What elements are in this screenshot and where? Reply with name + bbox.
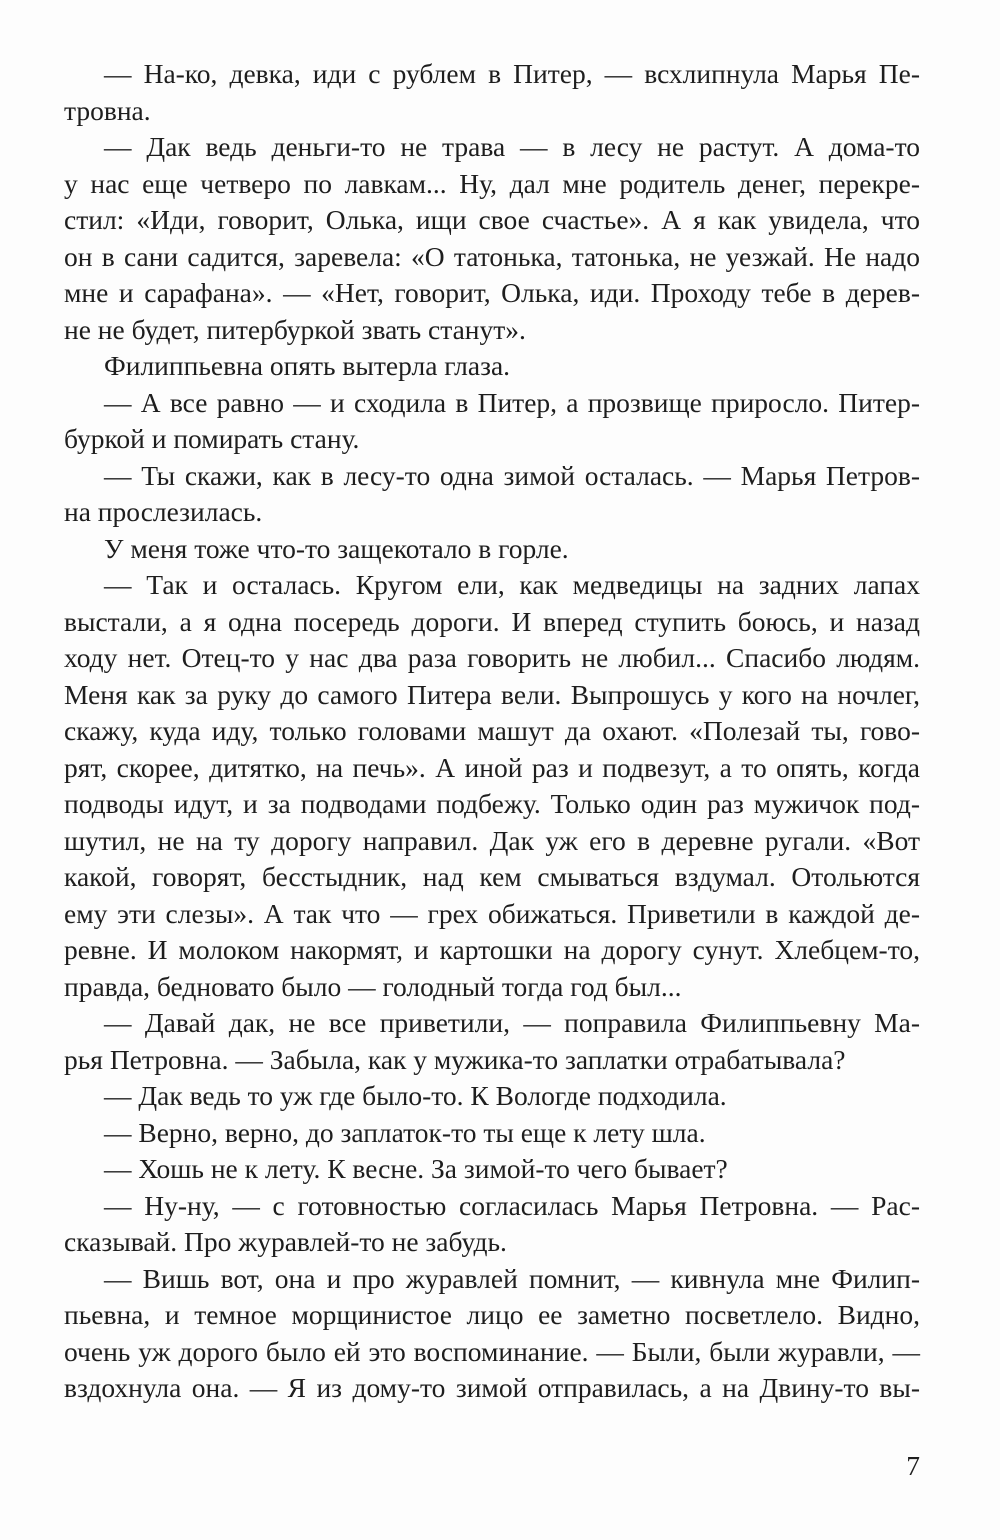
- text-line: Меня как за руку до самого Питера вели. Выпрошусь у кого на ночлег,: [64, 678, 920, 710]
- text-line: очень уж дорого было ей это воспоминание. — Были, были журавли, —: [64, 1335, 920, 1367]
- text-line: — Дак ведь деньги-то не трава — в лесу не растут. А дома-то: [104, 131, 920, 162]
- text-line: — Давай дак, не все приветили, — поправила Филиппьевну Ма-: [104, 1007, 920, 1038]
- text-line: стил: «Иди, говорит, Олька, ищи свое счастье». А я как увидела, что: [64, 204, 920, 235]
- text-line: мне и сарафана». — «Нет, говорит, Олька, иди. Проходу тебе в дерев-: [64, 277, 920, 308]
- text-line: — А все равно — и сходила в Питер, а прозвище приросло. Питер-: [104, 386, 920, 418]
- text-line: — Так и осталась. Кругом ели, как медведицы на задних лапах: [104, 569, 920, 600]
- text-line: не не будет, питербуркой звать станут».: [64, 313, 526, 345]
- text-line: сказывай. Про журавлей-то не забудь.: [64, 1226, 507, 1257]
- text-line: рья Петровна. — Забыла, как у мужика-то заплатки отрабатывала?: [64, 1043, 846, 1075]
- text-line: пьевна, и темное морщинистое лицо ее заметно посветлело. Видно,: [64, 1299, 920, 1330]
- text-line: У меня тоже что-то защекотало в горле.: [104, 532, 569, 564]
- text-line: буркой и помирать стану.: [64, 423, 360, 454]
- text-line: тровна.: [64, 94, 151, 126]
- text-line: какой, говорят, бесстыдник, над кем смываться вздумал. Отольются: [64, 861, 920, 892]
- text-line: — Ну-ну, — с готовностью согласилась Марья Петровна. — Рас-: [104, 1189, 920, 1221]
- text-line: шутил, не на ту дорогу направил. Дак уж его в деревне ругали. «Вот: [64, 824, 920, 856]
- text-line: — Ты скажи, как в лесу-то одна зимой осталась. — Марья Петров-: [104, 459, 920, 491]
- text-line: выстали, а я одна посередь дороги. И вперед ступить боюсь, и назад: [64, 605, 920, 637]
- text-line: ходу нет. Отец-то у нас два раза говорить не любил... Спасибо людям.: [64, 642, 920, 673]
- text-line: подводы идут, и за подводами подбежу. Только один раз мужичок под-: [64, 788, 920, 819]
- text-line: — Верно, верно, до заплаток-то ты еще к лету шла.: [104, 1116, 706, 1148]
- text-line: — На-ко, девка, иди с рублем в Питер, — всхлипнула Марья Пе-: [104, 58, 920, 89]
- text-line: правда, бедновато было — голодный тогда год был...: [64, 970, 682, 1002]
- text-line: — Хошь не к лету. К весне. За зимой-то чего бывает?: [104, 1153, 728, 1184]
- text-line: скажу, куда иду, только головами машут да охают. «Полезай ты, гово-: [64, 715, 920, 746]
- text-line: рят, скорее, дитятко, на печь». А иной раз и подвезут, а то опять, когда: [64, 751, 920, 783]
- text-line: Филиппьевна опять вытерла глаза.: [104, 350, 511, 381]
- text-line: — Дак ведь то уж где было-то. К Вологде подходила.: [104, 1080, 727, 1111]
- page-number: 7: [906, 1450, 920, 1481]
- text-line: у нас еще четверо по лавкам... Ну, дал мне родитель денег, перекре-: [64, 167, 920, 199]
- text-line: ему эти слезы». А так что — грех обижаться. Приветили в каждой де-: [64, 897, 920, 929]
- text-line: — Вишь вот, она и про журавлей помнит, — кивнула мне Филип-: [104, 1262, 920, 1294]
- text-line: ревне. И молоком накормят, и картошки на дорогу сунут. Хлебцем-то,: [64, 934, 920, 965]
- text-line: он в сани садится, заревела: «О татонька, татонька, не уезжай. Не надо: [64, 240, 920, 272]
- text-line: на прослезилась.: [64, 496, 263, 527]
- text-line: вздохнула она. — Я из дому-то зимой отправилась, а на Двину-то вы-: [64, 1372, 920, 1403]
